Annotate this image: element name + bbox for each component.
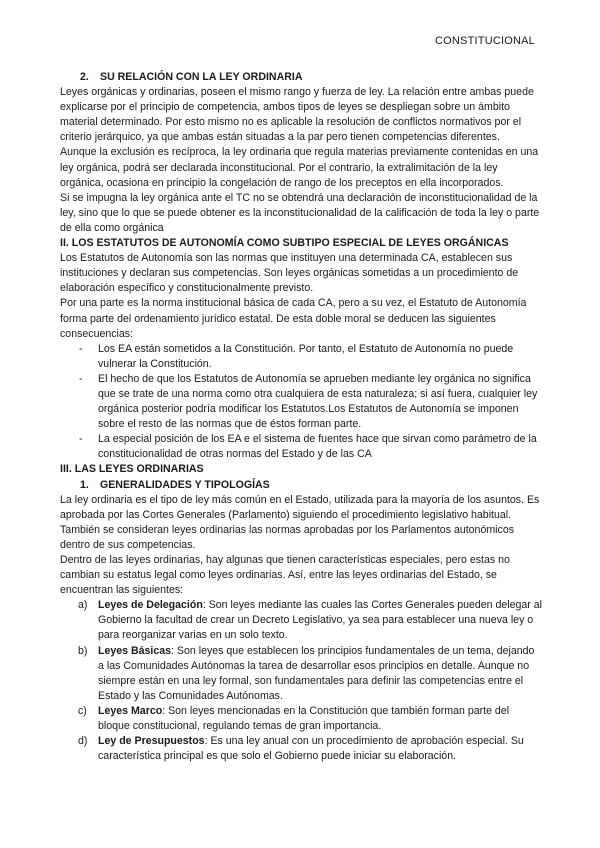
- item-marker: a): [78, 599, 88, 612]
- paragraph: Leyes orgánicas y ordinarias, poseen el mismo rango y fuerza de ley. La relación entre ambas puede explicarse por el principio de competencia, ambos tipos de leyes se despliegan sobre un ámbito material determinado. Por esto mismo no es aplicable la resolución de conflictos normativos por el criterio jerárquico, ya que ambas están situadas a la par pero tienen competencias diferentes.: [60, 86, 534, 144]
- document-body: [60, 70, 542, 764]
- bullet-marker: -: [79, 372, 83, 385]
- list-item: [78, 598, 543, 643]
- list-item: [79, 432, 542, 462]
- item-marker: b): [78, 644, 88, 657]
- item-term: Ley de Presupuestos: [98, 735, 205, 748]
- list-item-text: El hecho de que los Estatutos de Autonomía se aprueben mediante ley orgánica no significa que se trate de una norma como otra cualquiera de esta naturaleza; si así fuera, cualquier ley orgánica posterior podría modificar los Estatutos.Los Estatutos de Autonomía se imponen sobre el resto de las normas que de éstos forman parte.: [98, 372, 538, 431]
- section-number: 2.: [80, 71, 89, 83]
- list-item-text: La especial posición de los EA e el sistema de fuentes hace que sirvan como parámetro de la constitucionalidad de otras normas del Estado y de las CA: [98, 433, 537, 461]
- bullet-marker: -: [79, 433, 83, 446]
- list-item: [78, 704, 542, 734]
- paragraph: Por una parte es la norma institucional básica de cada CA, pero a su vez, el Estatuto de Autonomía forma parte del ordenamiento jurídico estatal. De esta doble moral se deducen las siguientes consecuencias:: [60, 297, 527, 340]
- section-heading: [60, 70, 542, 85]
- list-item: [79, 372, 542, 432]
- consequences-list: [60, 342, 542, 463]
- subsection-number: 1.: [80, 478, 89, 491]
- item-term: Leyes Marco: [98, 704, 163, 717]
- list-item: [78, 734, 542, 764]
- item-text: : Son leyes que establecen los principios fundamentales de un tema, dejando a las Comunidades Autónomas la tarea de desarrollar esos principios en detalle. Aunque no siempre están en una ley formal, son fundamentales para definir las competencias entre el Estado y las Comunidades Autónomas.: [98, 644, 535, 702]
- item-term: Leyes Básicas: [98, 644, 172, 657]
- item-text: : Son leyes mencionadas en la Constitución que también forman parte del bloque constitucional, regulando temas de gran importancia.: [98, 704, 510, 733]
- law-types-list: [60, 598, 542, 764]
- section-title: SU RELACIÓN CON LA LEY ORDINARIA: [100, 71, 303, 83]
- page-header: CONSTITUCIONAL: [435, 35, 535, 47]
- item-text: : Son leyes mediante las cuales las Cortes Generales pueden delegar al Gobierno la facultad de crear un Decreto Legislativo, ya sea para establecer una nueva ley o para reorganizar varias en un solo texto.: [98, 599, 543, 642]
- item-marker: d): [78, 735, 88, 748]
- paragraph: La ley ordinaria es el tipo de ley más común en el Estado, utilizada para la mayoría de los asuntos. Es aprobada por las Cortes Generales (Parlamento) siguiendo el procedimiento legislativo habitual. También se consideran leyes ordinarias las normas aprobadas por los Parlamentos autonómicos dentro de sus competencias.: [60, 493, 540, 551]
- subsection-heading: [60, 478, 542, 493]
- bullet-marker: -: [79, 342, 83, 355]
- paragraph: Aunque la exclusión es recíproca, la ley ordinaria que regula materias previamente contenidas en una ley orgánica, podrá ser declarada inconstitucional. Por el contrario, la extralimitación de la ley orgánica, ocasiona en principio la congelación de rango de los preceptos en ella incorporados.: [60, 146, 539, 189]
- paragraph: Los Estatutos de Autonomía son las normas que instituyen una determinada CA, establecen sus instituciones y declaran sus competencias. Son leyes orgánicas sometidas a un procedimiento de elaboración específico y constitucionalmente previsto.: [60, 252, 519, 295]
- list-item: [79, 342, 542, 372]
- list-item-text: Los EA están sometidos a la Constitución. Por tanto, el Estatuto de Autonomía no puede vulnerar la Constitución.: [98, 342, 514, 370]
- section-heading: III. LAS LEYES ORDINARIAS: [60, 463, 204, 476]
- list-item: [78, 644, 542, 704]
- item-term: Leyes de Delegación: [98, 599, 203, 612]
- item-text: : Es una ley anual con un procedimiento de aprobación especial. Su característica principal es que solo el Gobierno puede iniciar su elaboración.: [98, 735, 524, 763]
- paragraph: Si se impugna la ley orgánica ante el TC no se obtendrá una declaración de inconstitucionalidad de la ley, sino que lo que se puede obtener es la inconstitucionalidad de la calificación de toda la ley o parte de ella como orgánica: [60, 191, 540, 234]
- item-marker: c): [78, 704, 87, 717]
- section-heading: II. LOS ESTATUTOS DE AUTONOMÍA COMO SUBTIPO ESPECIAL DE LEYES ORGÁNICAS: [60, 237, 509, 250]
- paragraph: Dentro de las leyes ordinarias, hay algunas que tienen características especiales, pero estas no cambian su estatus legal como leyes ordinarias. Así, entre las leyes ordinarias del Estado, se encuentran las siguientes:: [60, 554, 510, 597]
- subsection-title: GENERALIDADES Y TIPOLOGÍAS: [100, 478, 270, 491]
